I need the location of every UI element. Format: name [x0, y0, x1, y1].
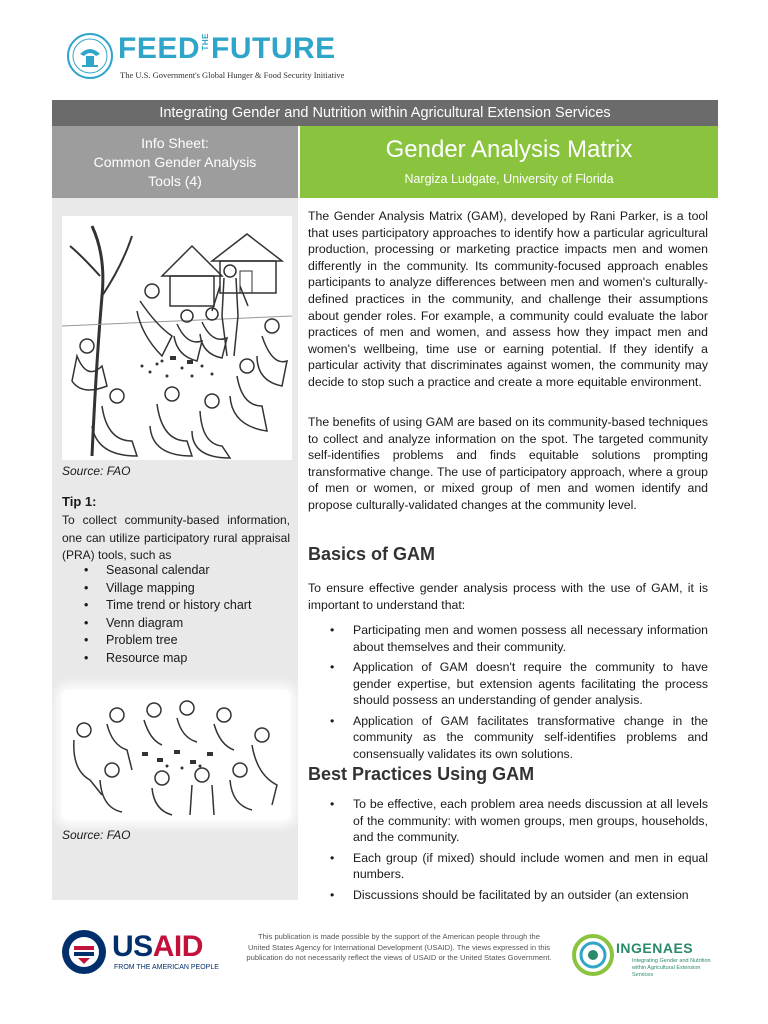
basics-list: [308, 622, 708, 766]
basics-intro: To ensure effective gender analysis process with the use of GAM, it is important to understand that:: [308, 581, 708, 612]
list-item: • Each group (if mixed) should include women and men in equal numbers.: [308, 850, 708, 883]
list-item: • Resource map: [84, 650, 251, 668]
list-item: • Application of GAM facilitates transformative change in the community as the community self-identifies problems and consensually validates its own solutions.: [308, 713, 708, 763]
ingenaes-logo-icon: [572, 934, 614, 976]
list-item: • Venn diagram: [84, 615, 251, 633]
series-banner: Integrating Gender and Nutrition within Agricultural Extension Services: [52, 100, 718, 126]
usaid-wordmark: USAID: [112, 930, 203, 963]
group-discussion-illustration: [62, 690, 290, 820]
info-sheet-box: [52, 126, 298, 198]
usaid-tagline: FROM THE AMERICAN PEOPLE: [114, 964, 219, 971]
benefits-paragraph: The benefits of using GAM are based on its community-based techniques to collect and analyze information on the spot. The targeted community self-identifies problems and finds equitable solutions prompting transformative change. The use of participatory approach, where a group of men or women, or mixed group of men and women identify and propose culturally-validated changes at the community level.: [308, 415, 708, 512]
section-heading-best-practices: Best Practices Using GAM: [308, 764, 535, 784]
us-seal-icon: [66, 32, 114, 80]
village-meeting-illustration: [62, 216, 292, 460]
section-heading-basics: Basics of GAM: [308, 544, 436, 564]
list-item: • Discussions should be facilitated by an outsider (an extension: [308, 887, 708, 904]
funding-disclaimer: This publication is made possible by the support of the American people through the United States Agency for International Development (USAID). The views expressed in this publication do not necessarily reflect the views of USAID or the United States Government.: [246, 932, 552, 962]
list-item: • Participating men and women possess all necessary information about themselves and their community.: [308, 622, 708, 655]
image-source-2: Source: FAO: [62, 828, 131, 842]
intro-paragraph: The Gender Analysis Matrix (GAM), developed by Rani Parker, is a tool that uses participatory approaches to identify how a particular agricultural production, processing or marketing practice impacts men and women differently in the community. Its community-focused approach enables participants to analyze differences between men and women's culturally-defined practices in the community, and challenge their assumptions about gender roles. For example, a community could evaluate the labor practices of men and women, and assess how they impact men and women's wellbeing, time use or earning potential. If they identify a particular activity that discriminates against women, the community may decide to stop such a practice and create a more equitable environment.: [308, 209, 708, 389]
title-box: [300, 126, 718, 198]
logo-tagline: The U.S. Government's Global Hunger & Food Security Initiative: [120, 70, 345, 80]
list-item: • Time trend or history chart: [84, 597, 251, 615]
info-sheet-line1: Info Sheet:: [141, 135, 209, 151]
author-line: Nargiza Ludgate, University of Florida: [404, 172, 614, 186]
list-item: • Seasonal calendar: [84, 562, 251, 580]
list-item: • To be effective, each problem area needs discussion at all levels of the community: with women groups, men groups, households, and the community.: [308, 796, 708, 846]
usaid-logo: [60, 928, 260, 980]
best-practices-list: [308, 796, 708, 907]
ingenaes-logo: [572, 934, 722, 978]
page-title: Gender Analysis Matrix: [385, 136, 633, 163]
feed-the-future-logo: [66, 30, 366, 86]
ingenaes-tagline: Integrating Gender and Nutrition within Agricultural Extension Services: [632, 958, 711, 978]
tip-text: To collect community-based information, one can utilize participatory rural appraisal (PRA) tools, such as: [62, 513, 290, 562]
tip-title: Tip 1:: [62, 494, 97, 509]
list-item: • Problem tree: [84, 632, 251, 650]
info-sheet-line3: Tools (4): [148, 173, 202, 189]
info-sheet-line2: Common Gender Analysis: [93, 154, 257, 170]
usaid-seal-icon: [60, 928, 108, 976]
image-source-1: Source: FAO: [62, 464, 131, 478]
logo-wordmark: FEEDTHEFUTURE: [118, 32, 336, 65]
pra-tools-list: [84, 562, 251, 667]
ingenaes-wordmark: INGENAES: [616, 940, 694, 956]
list-item: • Village mapping: [84, 580, 251, 598]
list-item: • Application of GAM doesn't require the community to have gender expertise, but extension agents facilitating the process should possess an understanding of gender analysis.: [308, 659, 708, 709]
